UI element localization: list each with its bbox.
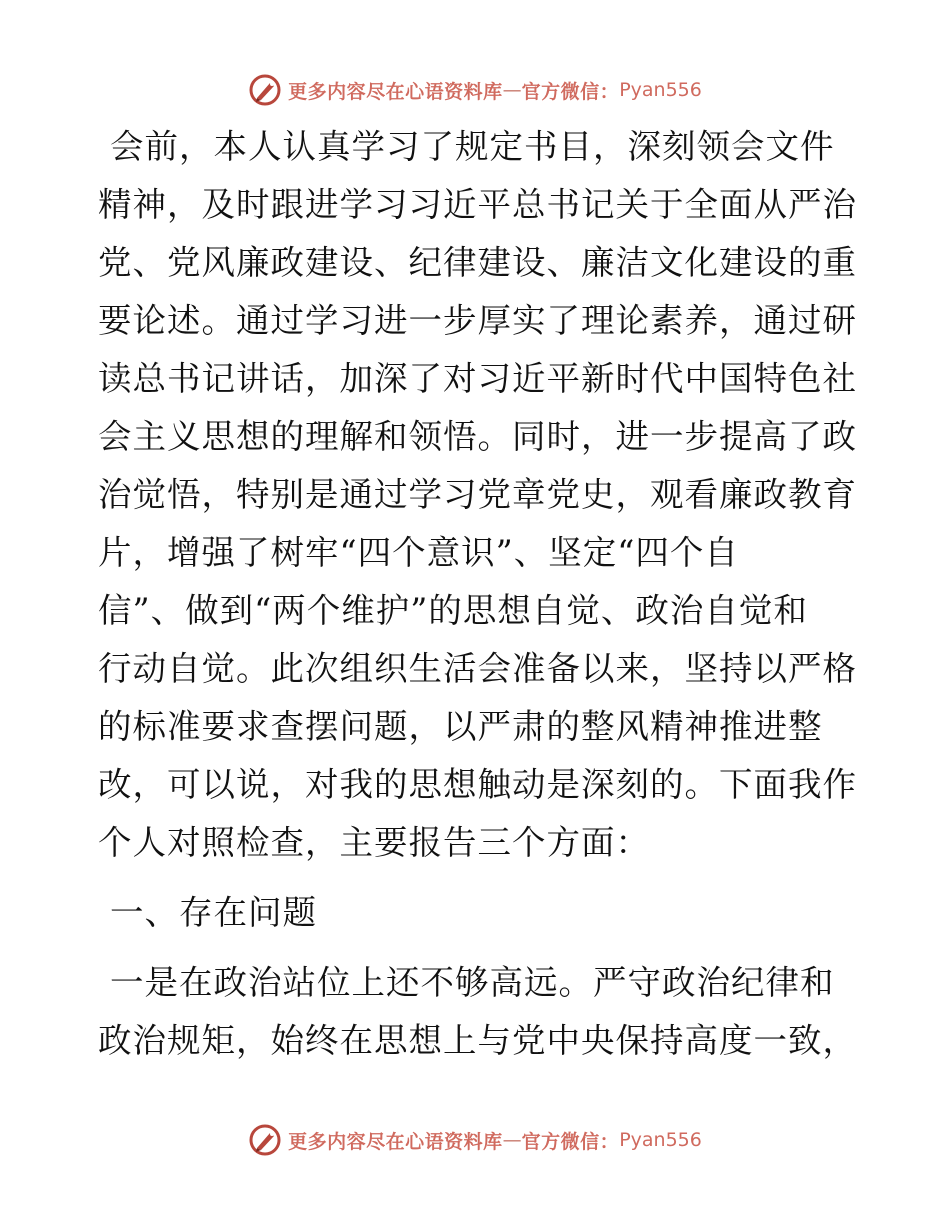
text-line: 要论述。通过学习进一步厚实了理论素养，通过研 <box>98 301 857 340</box>
watermark-separator: — <box>502 1129 522 1151</box>
text-line: 会主义思想的理解和领悟。同时，进一步提高了政 <box>98 417 857 456</box>
heading-line: 一、存在问题 <box>110 893 317 932</box>
text-line: 的标准要求查摆问题，以严肃的整风精神推进整 <box>98 707 823 746</box>
header-watermark <box>0 70 950 110</box>
text-line: 一是在政治站位上还不够高远。严守政治纪律和 <box>110 963 835 1002</box>
watermark-text: 更多内容尽在心语资料库 <box>288 1130 503 1153</box>
watermark-label: 官方微信： <box>521 80 620 103</box>
watermark-label: 官方微信： <box>521 1130 620 1153</box>
footer-watermark <box>0 1120 950 1160</box>
section-heading <box>98 884 858 942</box>
text-line: 行动自觉。此次组织生活会准备以来，坚持以严格 <box>98 649 857 688</box>
text-line: 政治规矩，始终在思想上与党中央保持高度一致， <box>98 1021 857 1060</box>
text-line: 读总书记讲话，加深了对习近平新时代中国特色社 <box>98 359 857 398</box>
text-line: 精神，及时跟进学习习近平总书记关于全面从严治 <box>98 185 857 224</box>
watermark-separator: — <box>502 79 522 101</box>
pen-logo-icon <box>248 73 282 107</box>
paragraph-issue-one <box>98 954 858 1070</box>
document-body <box>98 118 858 1078</box>
text-line: 改，可以说，对我的思想触动是深刻的。下面我作 <box>98 765 857 804</box>
text-line: 党、党风廉政建设、纪律建设、廉洁文化建设的重 <box>98 243 857 282</box>
pen-logo-icon <box>248 1123 282 1157</box>
paragraph-intro <box>98 118 858 872</box>
watermark-id: Pyan556 <box>619 1129 702 1151</box>
text-line: 治觉悟，特别是通过学习党章党史，观看廉政教育 <box>98 475 857 514</box>
watermark-id: Pyan556 <box>619 79 702 101</box>
text-line: 会前，本人认真学习了规定书目，深刻领会文件 <box>110 127 835 166</box>
text-line: 信”、做到“两个维护”的思想自觉、政治自觉和 <box>98 591 808 630</box>
watermark-text: 更多内容尽在心语资料库 <box>288 80 503 103</box>
text-line: 个人对照检查，主要报告三个方面： <box>98 823 650 862</box>
text-line: 片，增强了树牢“四个意识”、坚定“四个自 <box>98 533 739 572</box>
